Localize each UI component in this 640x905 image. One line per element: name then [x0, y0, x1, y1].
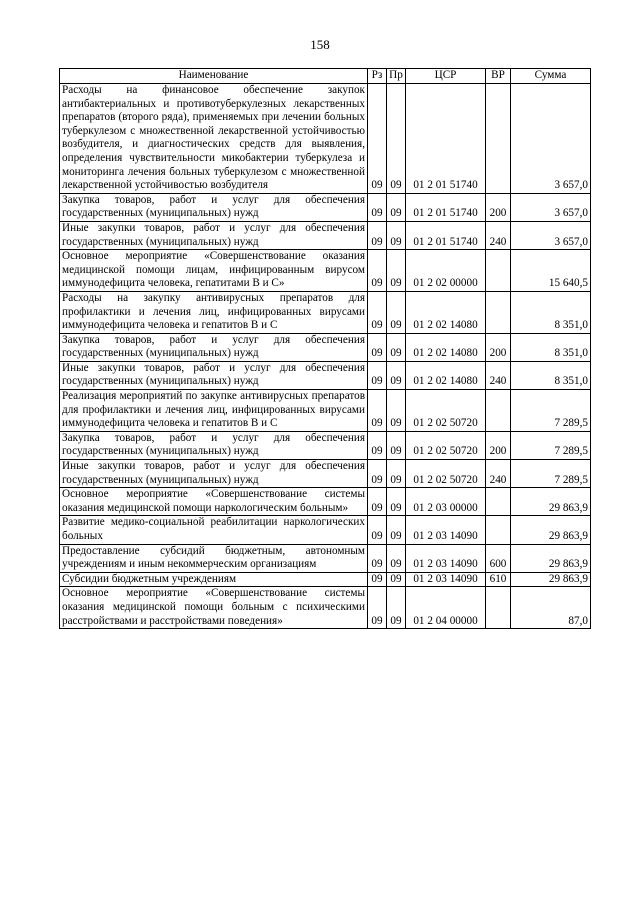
- row-pr-cell: 09: [387, 250, 406, 292]
- row-pr-cell: 09: [387, 84, 406, 194]
- row-name-cell: Расходы на закупку антивирусных препаратов для профилактики и лечения лиц, инфицированных вирусами иммунодефицита человека и гепатитов В и С: [60, 291, 368, 333]
- row-name-cell: Иные закупки товаров, работ и услуг для обеспечения государственных (муниципальных) нужд: [60, 460, 368, 488]
- row-pr-cell: 09: [387, 221, 406, 249]
- row-csr-cell: 01 2 02 14080: [406, 361, 486, 389]
- table-row: [60, 221, 591, 249]
- row-pr-cell: 09: [387, 587, 406, 629]
- row-name-cell: Иные закупки товаров, работ и услуг для обеспечения государственных (муниципальных) нужд: [60, 361, 368, 389]
- table-row: [60, 572, 591, 587]
- row-rz-cell: 09: [368, 221, 387, 249]
- row-rz-cell: 09: [368, 390, 387, 432]
- row-pr-cell: 09: [387, 544, 406, 572]
- table-row: [60, 333, 591, 361]
- table-row: [60, 516, 591, 544]
- row-sum-cell: 8 351,0: [511, 291, 591, 333]
- row-sum-cell: 15 640,5: [511, 250, 591, 292]
- row-vr-cell: 610: [486, 572, 511, 587]
- row-csr-cell: 01 2 02 50720: [406, 390, 486, 432]
- row-pr-cell: 09: [387, 333, 406, 361]
- row-rz-cell: 09: [368, 460, 387, 488]
- row-csr-cell: 01 2 03 14090: [406, 544, 486, 572]
- row-sum-cell: 7 289,5: [511, 460, 591, 488]
- budget-table: [59, 68, 591, 629]
- row-rz-cell: 09: [368, 516, 387, 544]
- row-pr-cell: 09: [387, 516, 406, 544]
- row-csr-cell: 01 2 02 00000: [406, 250, 486, 292]
- row-sum-cell: 3 657,0: [511, 221, 591, 249]
- page-number: 158: [310, 37, 330, 52]
- row-vr-cell: 200: [486, 193, 511, 221]
- row-rz-cell: 09: [368, 488, 387, 516]
- row-pr-cell: 09: [387, 460, 406, 488]
- row-pr-cell: 09: [387, 291, 406, 333]
- row-csr-cell: 01 2 02 50720: [406, 431, 486, 459]
- row-vr-cell: 200: [486, 333, 511, 361]
- row-csr-cell: 01 2 01 51740: [406, 193, 486, 221]
- row-pr-cell: 09: [387, 431, 406, 459]
- row-csr-cell: 01 2 02 14080: [406, 333, 486, 361]
- row-rz-cell: 09: [368, 193, 387, 221]
- row-name-cell: Основное мероприятие «Совершенствование системы оказания медицинской помощи больным с психическими расстройствами и расстройствами поведения»: [60, 587, 368, 629]
- row-csr-cell: 01 2 01 51740: [406, 84, 486, 194]
- table-row: [60, 431, 591, 459]
- row-vr-cell: 200: [486, 431, 511, 459]
- row-sum-cell: 29 863,9: [511, 516, 591, 544]
- row-vr-cell: [486, 390, 511, 432]
- table-row: [60, 488, 591, 516]
- row-name-cell: Реализация мероприятий по закупке антивирусных препаратов для профилактики и лечения лиц, инфицированных вирусами иммунодефицита человека и гепатитов В и С: [60, 390, 368, 432]
- table-row: [60, 544, 591, 572]
- row-name-cell: Основное мероприятие «Совершенствование оказания медицинской помощи лицам, инфицированным вирусом иммунодефицита человека, гепатитами В и С»: [60, 250, 368, 292]
- row-pr-cell: 09: [387, 361, 406, 389]
- table-row: [60, 291, 591, 333]
- row-vr-cell: 240: [486, 361, 511, 389]
- column-header-sum: Сумма: [511, 69, 591, 84]
- row-csr-cell: 01 2 03 14090: [406, 516, 486, 544]
- row-sum-cell: 8 351,0: [511, 361, 591, 389]
- row-rz-cell: 09: [368, 291, 387, 333]
- table-row: [60, 250, 591, 292]
- row-name-cell: Закупка товаров, работ и услуг для обеспечения государственных (муниципальных) нужд: [60, 333, 368, 361]
- table-row: [60, 587, 591, 629]
- row-sum-cell: 29 863,9: [511, 544, 591, 572]
- column-header-pr: Пр: [387, 69, 406, 84]
- row-name-cell: Расходы на финансовое обеспечение закупок антибактериальных и противотуберкулезных лекарственных препаратов (второго ряда), применяемых при лечении больных туберкулезом с множественной лекарственной устойчивостью возбудителя, и диагностических средств для выявления, определения чувствительности микобактерии туберкулеза и мониторинга лечения больных туберкулезом с множественной лекарственной устойчивостью возбудителя: [60, 84, 368, 194]
- row-name-cell: Субсидии бюджетным учреждениям: [60, 572, 368, 587]
- row-rz-cell: 09: [368, 361, 387, 389]
- row-sum-cell: 87,0: [511, 587, 591, 629]
- table-body: [60, 84, 591, 629]
- row-name-cell: Основное мероприятие «Совершенствование системы оказания медицинской помощи наркологическим больным»: [60, 488, 368, 516]
- row-rz-cell: 09: [368, 572, 387, 587]
- row-csr-cell: 01 2 02 14080: [406, 291, 486, 333]
- row-csr-cell: 01 2 03 00000: [406, 488, 486, 516]
- row-vr-cell: [486, 587, 511, 629]
- table-row: [60, 460, 591, 488]
- row-rz-cell: 09: [368, 250, 387, 292]
- row-csr-cell: 01 2 01 51740: [406, 221, 486, 249]
- table-row: [60, 390, 591, 432]
- row-pr-cell: 09: [387, 390, 406, 432]
- row-rz-cell: 09: [368, 84, 387, 194]
- table-row: [60, 84, 591, 194]
- row-rz-cell: 09: [368, 587, 387, 629]
- row-name-cell: Закупка товаров, работ и услуг для обеспечения государственных (муниципальных) нужд: [60, 431, 368, 459]
- row-vr-cell: [486, 488, 511, 516]
- row-sum-cell: 8 351,0: [511, 333, 591, 361]
- row-sum-cell: 7 289,5: [511, 390, 591, 432]
- row-vr-cell: [486, 516, 511, 544]
- row-sum-cell: 3 657,0: [511, 193, 591, 221]
- table-row: [60, 193, 591, 221]
- row-pr-cell: 09: [387, 572, 406, 587]
- column-header-csr: ЦСР: [406, 69, 486, 84]
- row-sum-cell: 29 863,9: [511, 488, 591, 516]
- row-rz-cell: 09: [368, 333, 387, 361]
- row-csr-cell: 01 2 02 50720: [406, 460, 486, 488]
- row-name-cell: Предоставление субсидий бюджетным, автономным учреждениям и иным некоммерческим организациям: [60, 544, 368, 572]
- column-header-vr: ВР: [486, 69, 511, 84]
- row-pr-cell: 09: [387, 193, 406, 221]
- table-header-row: [60, 69, 591, 84]
- row-pr-cell: 09: [387, 488, 406, 516]
- row-csr-cell: 01 2 04 00000: [406, 587, 486, 629]
- row-sum-cell: 3 657,0: [511, 84, 591, 194]
- column-header-name: Наименование: [60, 69, 368, 84]
- row-name-cell: Иные закупки товаров, работ и услуг для обеспечения государственных (муниципальных) нужд: [60, 221, 368, 249]
- row-csr-cell: 01 2 03 14090: [406, 572, 486, 587]
- table-row: [60, 361, 591, 389]
- row-vr-cell: [486, 291, 511, 333]
- row-vr-cell: 240: [486, 460, 511, 488]
- column-header-rz: Рз: [368, 69, 387, 84]
- row-rz-cell: 09: [368, 544, 387, 572]
- row-vr-cell: 600: [486, 544, 511, 572]
- row-rz-cell: 09: [368, 431, 387, 459]
- row-vr-cell: [486, 250, 511, 292]
- row-sum-cell: 29 863,9: [511, 572, 591, 587]
- row-vr-cell: 240: [486, 221, 511, 249]
- row-vr-cell: [486, 84, 511, 194]
- row-name-cell: Развитие медико-социальной реабилитации наркологических больных: [60, 516, 368, 544]
- row-name-cell: Закупка товаров, работ и услуг для обеспечения государственных (муниципальных) нужд: [60, 193, 368, 221]
- row-sum-cell: 7 289,5: [511, 431, 591, 459]
